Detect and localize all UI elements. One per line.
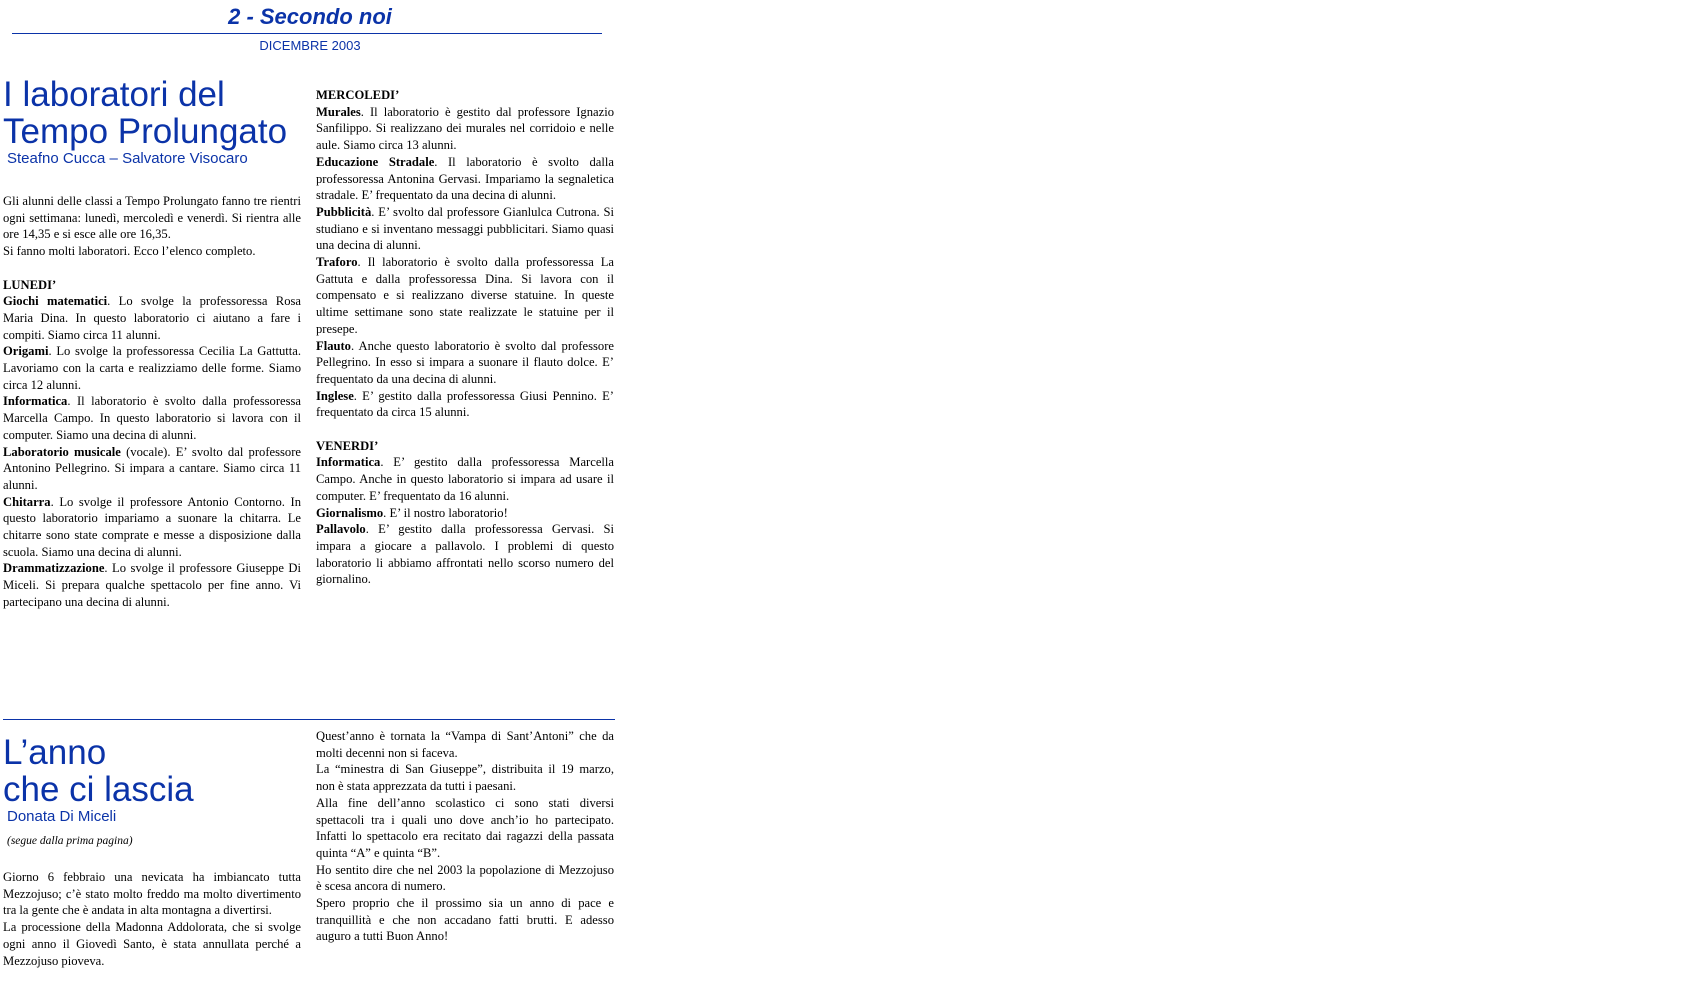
article-divider [3,719,615,720]
article2-right-column [316,728,614,945]
lab-entry [3,393,301,443]
lab-entry [316,104,614,154]
lab-description: . E’ gestito dalla professoressa Giusi Pennino. E’ frequentato da circa 15 alunni. [316,388,614,420]
lab-description: . E’ gestito dalla professoressa Marcella Campo. Anche in questo laboratorio si impara ad usare il computer. E’ frequentato da 16 alunni. [316,455,614,503]
lab-name: Informatica [3,394,68,409]
lab-description: . Lo svolge il professore Giuseppe Di Miceli. Si prepara qualche spettacolo per fine anno. Vi partecipano una decina di alunni. [3,561,301,609]
lab-entry [3,343,301,393]
lab-name: Flauto [316,338,351,353]
lab-description: . E’ svolto dal professore Gianlulca Cutrona. Si studiano e si inventano messaggi pubblicitari. Siamo quasi una decina di alunni. [316,204,614,253]
lab-description: . Anche questo laboratorio è svolto dal professore Pellegrino. In esso si impara a suonare il flauto dolce. E’ frequentato da una decina di alunni. [316,338,614,386]
lab-description: . E’ gestito dalla professoressa Gervasi. Si impara a giocare a pallavolo. I problemi di questo laboratorio li abbiamo affrontati nello scorso numero del giornalino. [316,522,614,587]
article1-byline: Steafno Cucca – Salvatore Visocaro [7,150,248,167]
lab-description: . Il laboratorio è svolto dalla professoressa La Gattuta e dalla professoressa Dina. Si lavora con il compensato e si realizzano diverse statuine. In queste ultime settimane sono state realizzate le statuine per il presepe. [316,255,614,336]
newspaper-page-title: 2 - Secondo noi [228,4,392,29]
lab-entry [3,293,301,343]
article1-title-line2: Tempo Prolungato [3,112,288,151]
article2-paragraph: La “minestra di San Giuseppe”, distribuita il 19 marzo, non è stata apprezzata da tutti i paesani. [316,762,614,794]
article1-right-column [316,87,614,588]
lab-name: Chitarra [3,494,51,509]
article1-left-column [3,76,301,611]
lab-name: Murales [316,104,361,119]
article1-intro-paragraph: Si fanno molti laboratori. Ecco l’elenco completo. [3,244,256,259]
issue-date: DICEMBRE 2003 [259,38,361,53]
lab-description: . Lo svolge la professoressa Rosa Maria Dina. In questo laboratorio ci aiutano a fare i compiti. Siamo circa 11 alunni. [3,294,301,342]
lab-description: . Il laboratorio è gestito dal professore Ignazio Sanfilippo. Si realizzano dei murales nel corridoio e nelle aule. Siamo circa 13 alunni. [316,104,614,153]
lab-name: Educazione Stradale [316,154,435,169]
lab-name: Drammatizzazione [3,561,105,576]
lab-name: Pubblicità [316,204,372,219]
article2-paragraph: Spero proprio che il prossimo sia un anno di pace e tranquillità e che non accadano fatti brutti. E adesso auguro a tutti Buon Anno! [316,896,614,944]
page-header [0,0,620,30]
lab-name: Traforo [316,255,358,270]
article2-title [3,734,301,808]
header-divider [12,33,602,34]
article2-left-column [3,734,301,969]
lab-entry [316,388,614,421]
lab-entry [316,338,614,388]
lab-description: . E’ il nostro laboratorio! [383,505,508,520]
continued-note: (segue dalla prima pagina) [7,835,133,847]
lab-name: Origami [3,344,49,359]
article2-paragraph: Giorno 6 febbraio una nevicata ha imbiancato tutta Mezzojuso; c’è stato molto freddo ma molto divertimento tra la gente che è andata in alta montagna a divertirsi. [3,870,301,918]
lab-list-venerdi [316,454,614,588]
lab-entry [316,254,614,338]
section-heading-lunedi: LUNEDI’ [3,277,57,292]
article2-title-line1: L’anno [3,733,107,772]
lab-entry [316,154,614,204]
lab-entry [316,204,614,254]
lab-description: . Lo svolge il professore Antonio Contorno. In questo laboratorio impariamo a suonare la chitarra. Le chitarre sono state comprate e messe a disposizione dalla scuola. Siamo una decina di alunni. [3,494,301,559]
lab-entry [316,521,614,588]
lab-description: . Lo svolge la professoressa Cecilia La Gattutta. Lavoriamo con la carta e realizziamo delle forme. Siamo circa 12 alunni. [3,344,301,392]
lab-name: Laboratorio musicale [3,444,121,459]
lab-entry [3,494,301,561]
lab-name: Informatica [316,455,381,470]
article2-byline: Donata Di Miceli [7,808,117,825]
article1-title-line1: I laboratori del [3,75,225,114]
article2-paragraph: Alla fine dell’anno scolastico ci sono stati diversi spettacoli tra i quali uno dove anch’io ho partecipato. Infatti lo spettacolo era recitato dai ragazzi della passata quinta “A” e quinta “B”. [316,795,614,860]
article1-title [3,76,301,150]
section-heading-mercoledi: MERCOLEDI’ [316,88,400,102]
lab-list-mercoledi [316,104,614,421]
article2-title-line2: che ci lascia [3,770,194,809]
lab-description: (vocale). E’ svolto dal professore Antonino Pellegrino. Si impara a cantare. Siamo circa 11 alunni. [3,444,301,492]
lab-name: Giornalismo [316,505,384,520]
lab-entry [316,505,614,522]
article2-paragraph: Quest’anno è tornata la “Vampa di Sant’Antoni” che da molti decenni non si faceva. [316,729,614,760]
lab-description: . Il laboratorio è svolto dalla professoressa Marcella Campo. In questo laboratorio si lavora con il computer. Siamo una decina di alunni. [3,394,301,442]
lab-name: Inglese [316,388,354,403]
lab-entry [3,444,301,494]
lab-name: Giochi matematici [3,294,108,309]
lab-name: Pallavolo [316,522,366,537]
article2-paragraph: Ho sentito dire che nel 2003 la popolazione di Mezzojuso è scesa ancora di numero. [316,862,614,894]
article2-paragraph: La processione della Madonna Addolorata, che si svolge ogni anno il Giovedì Santo, è stata annullata perché a Mezzojuso pioveva. [3,920,301,968]
lab-description: . Il laboratorio è svolto dalla professoressa Antonina Gervasi. Impariamo la segnaletica stradale. E’ frequentato da una decina di alunni. [316,154,614,203]
lab-entry [3,560,301,610]
lab-entry [316,454,614,504]
section-heading-venerdi: VENERDI’ [316,438,379,453]
article1-intro-paragraph: Gli alunni delle classi a Tempo Prolungato fanno tre rientri ogni settimana: lunedì, mercoledì e venerdì. Si rientra alle ore 14,35 e si esce alle ore 16,35. [3,194,301,242]
lab-list-lunedi [3,293,301,610]
